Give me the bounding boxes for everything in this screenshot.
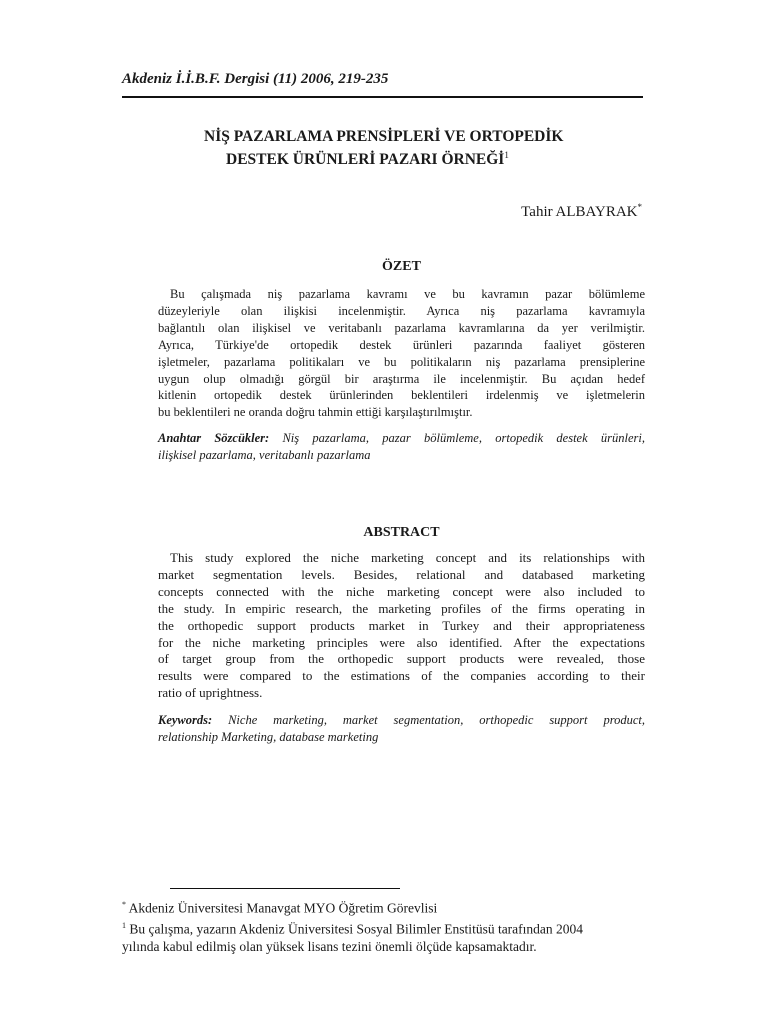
ozet-line: uygun olup olmadığı görgül bir araştırma ile incelenmiştir. Bu açıdan hedef [158,371,645,386]
title-line-2-text: DESTEK ÜRÜNLERİ PAZARI ÖRNEĞİ [226,151,505,169]
abstract-line: market segmentation levels. Besides, relational and databased marketing [158,566,645,582]
title-line-1: NİŞ PAZARLAMA PRENSİPLERİ VE ORTOPEDİK [204,128,564,145]
abstract-line: results were compared to the estimations of the companies according to their [158,668,645,684]
english-keywords [158,712,645,746]
footnote-2-continuation: yılında kabul edilmiş olan yüksek lisans tezini önemli ölçüde kapsamaktadır. [122,939,537,954]
abstract-line: ratio of uprightness. [158,685,263,701]
turkish-keywords [158,430,645,464]
ozet-line: Ayrıca, Türkiye'de ortopedik destek ürünleri pazarında faaliyet gösteren [158,337,645,352]
ozet-line: işletmeler, pazarlama politikaları ve bu politikaların niş pazarlama prensiplerine [158,354,645,369]
abstract-line: concepts connected with the niche marketing concept were also included to [158,583,645,599]
footnote-1-mark: * [122,900,126,909]
abstract-heading: ABSTRACT [363,525,440,540]
footnote-1-text: Akdeniz Üniversitesi Manavgat MYO Öğretim Görevlisi [128,900,438,916]
footnote-2-mark: 1 [122,921,126,930]
abstract-line: the study. In empiric research, the marketing profiles of the firms operating in [158,600,645,616]
abstract-line: of target group from the orthopedic support products were revealed, those [158,651,645,667]
author-footnote-mark: * [637,202,642,212]
article-title [122,127,643,169]
title-footnote-mark: 1 [504,150,509,160]
header-rule [122,96,643,98]
journal-header: Akdeniz İ.İ.B.F. Dergisi (11) 2006, 219-235 [122,71,389,87]
ozet-line: kitlenin ortopedik destek ürünlerinden beklentileri irdelenmiş ve işletmelerin [158,388,645,403]
ozet-line: bu beklentileri ne oranda doğru tahmin ettiği karşılaştırılmıştır. [158,405,473,420]
footnote-rule [170,888,400,889]
keywords-text: Niş pazarlama, pazar bölümleme, ortopedik destek ürünleri, [282,431,645,445]
author-name-text: Tahir ALBAYRAK [521,204,638,220]
keywords-line: ilişkisel pazarlama, veritabanlı pazarlama [158,447,371,462]
footnote-2-text: Bu çalışma, yazarın Akdeniz Üniversitesi Sosyal Bilimler Enstitüsü tarafından 2004 [129,921,584,937]
title-line-2 [122,146,643,169]
ozet-line: bağlantılı olan ilişkisel ve veritabanlı pazarlama kavramlarına da yer verilmiştir. [158,320,645,335]
footnote-1 [122,896,645,917]
keywords-line: relationship Marketing, database marketing [158,729,379,744]
author-name [521,202,642,221]
abstract-paragraph [158,550,645,702]
abstract-line: for the niche marketing principles were also identified. After the expectations [158,634,645,650]
abstract-line: This study explored the niche marketing concept and its relationships with [170,550,645,565]
footnote-2 [122,917,645,938]
keywords-label: Anahtar Sözcükler: [158,431,270,445]
abstract-line: the orthopedic support products market in Turkey and their appropriateness [158,617,645,633]
ozet-line: düzeyleriyle olan ilişkisi incelenmiştir. Ayrıca niş pazarlama kavramıyla [158,303,645,318]
footnotes [122,896,645,956]
keywords-line [158,430,645,447]
ozet-paragraph [158,286,645,421]
ozet-heading: ÖZET [382,259,421,274]
ozet-line: Bu çalışmada niş pazarlama kavramı ve bu kavramın pazar bölümleme [170,287,645,301]
keywords-text: Niche marketing, market segmentation, orthopedic support product, [228,713,645,727]
keywords-label: Keywords: [158,713,213,727]
keywords-line [158,712,645,729]
